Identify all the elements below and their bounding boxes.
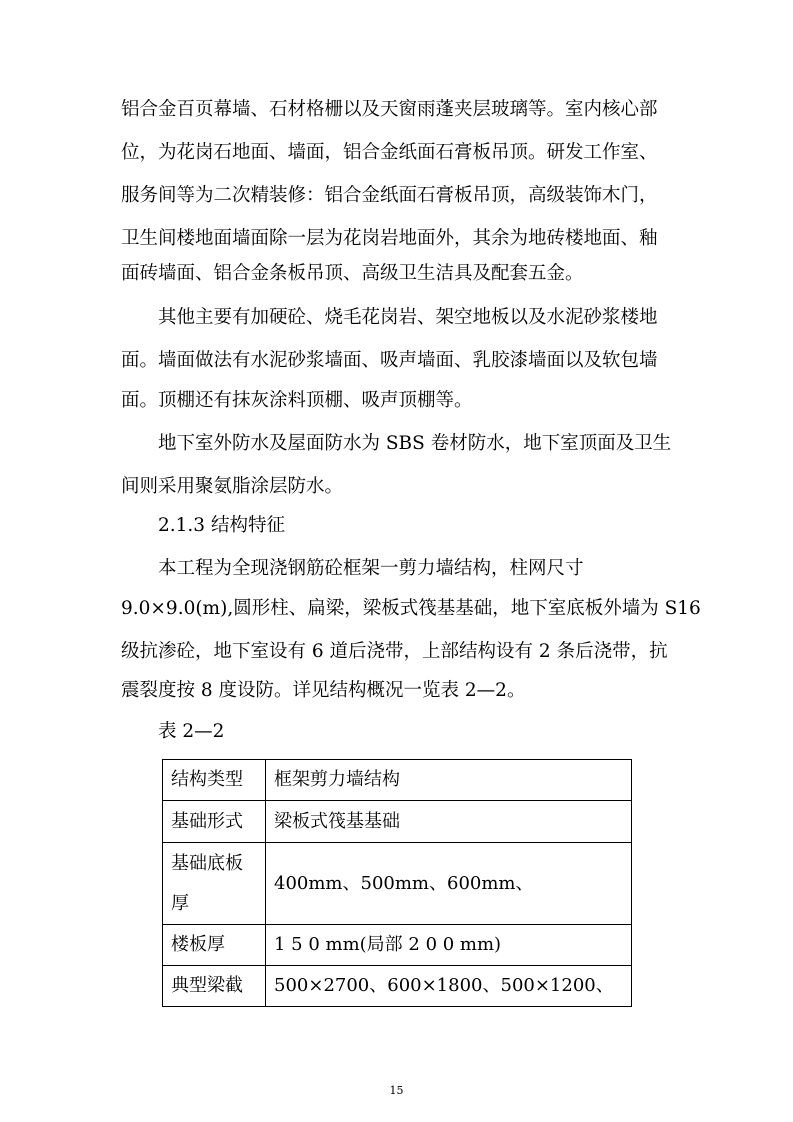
paragraph-4-line-3: 级抗渗砼，地下室设有 6 道后浇带，上部结构设有 2 条后浇带，抗 — [121, 641, 668, 662]
table-cell-value: 500×2700、600×1800、500×1200、 — [266, 966, 632, 1007]
table-row — [163, 801, 632, 843]
table-cell-label: 基础底板厚 — [163, 843, 266, 925]
table-cell-label: 楼板厚 — [163, 925, 266, 966]
page-number: 15 — [389, 1084, 404, 1097]
table-row — [163, 843, 632, 925]
paragraph-4-line-4: 震裂度按 8 度设防。详见结构概况一览表 2—2。 — [121, 680, 526, 701]
table-cell-label: 结构类型 — [163, 760, 266, 801]
table-cell-value: 400mm、500mm、600mm、 — [266, 843, 632, 925]
structure-overview-table — [162, 759, 632, 1007]
table-row — [163, 966, 632, 1007]
paragraph-4-line-1: 本工程为全现浇钢筋砼框架一剪力墙结构，柱网尺寸 — [158, 558, 584, 579]
paragraph-2-line-2: 面。墙面做法有水泥砂浆墙面、吸声墙面、乳胶漆墙面以及软包墙 — [121, 350, 658, 371]
table-cell-value: 1 5 0 mm(局部 2 0 0 mm) — [266, 925, 632, 966]
section-heading: 2.1.3 结构特征 — [158, 515, 285, 536]
table-cell-label: 基础形式 — [163, 801, 266, 843]
table-row — [163, 925, 632, 966]
paragraph-1-line-2: 位，为花岗石地面、墙面，铝合金纸面石膏板吊顶。研发工作室、 — [121, 142, 658, 163]
paragraph-1-line-4: 卫生间楼地面墙面除一层为花岗岩地面外，其余为地砖楼地面、釉 — [121, 228, 658, 249]
paragraph-2-line-3: 面。顶棚还有抹灰涂料顶棚、吸声顶棚等。 — [121, 390, 473, 411]
paragraph-3-line-1: 地下室外防水及屋面防水为 SBS 卷材防水，地下室顶面及卫生 — [158, 433, 672, 454]
table-row — [163, 760, 632, 801]
paragraph-1-line-3: 服务间等为二次精装修：铝合金纸面石膏板吊顶，高级装饰木门， — [121, 185, 658, 206]
table-caption: 表 2—2 — [158, 721, 225, 742]
paragraph-1-line-5: 面砖墙面、铝合金条板吊顶、高级卫生洁具及配套五金。 — [121, 263, 584, 284]
table-cell-label: 典型梁截 — [163, 966, 266, 1007]
paragraph-1-line-1: 铝合金百页幕墙、石材格栅以及天窗雨蓬夹层玻璃等。室内核心部 — [121, 99, 658, 120]
paragraph-4-line-2: 9.0×9.0(m),圆形柱、扁梁，梁板式筏基基础，地下室底板外墙为 S16 — [121, 598, 701, 619]
paragraph-3-line-2: 间则采用聚氨脂涂层防水。 — [121, 476, 344, 497]
table-cell-value: 框架剪力墙结构 — [266, 760, 632, 801]
paragraph-2-line-1: 其他主要有加硬砼、烧毛花岗岩、架空地板以及水泥砂浆楼地 — [158, 307, 658, 328]
table-cell-value: 梁板式筏基基础 — [266, 801, 632, 843]
